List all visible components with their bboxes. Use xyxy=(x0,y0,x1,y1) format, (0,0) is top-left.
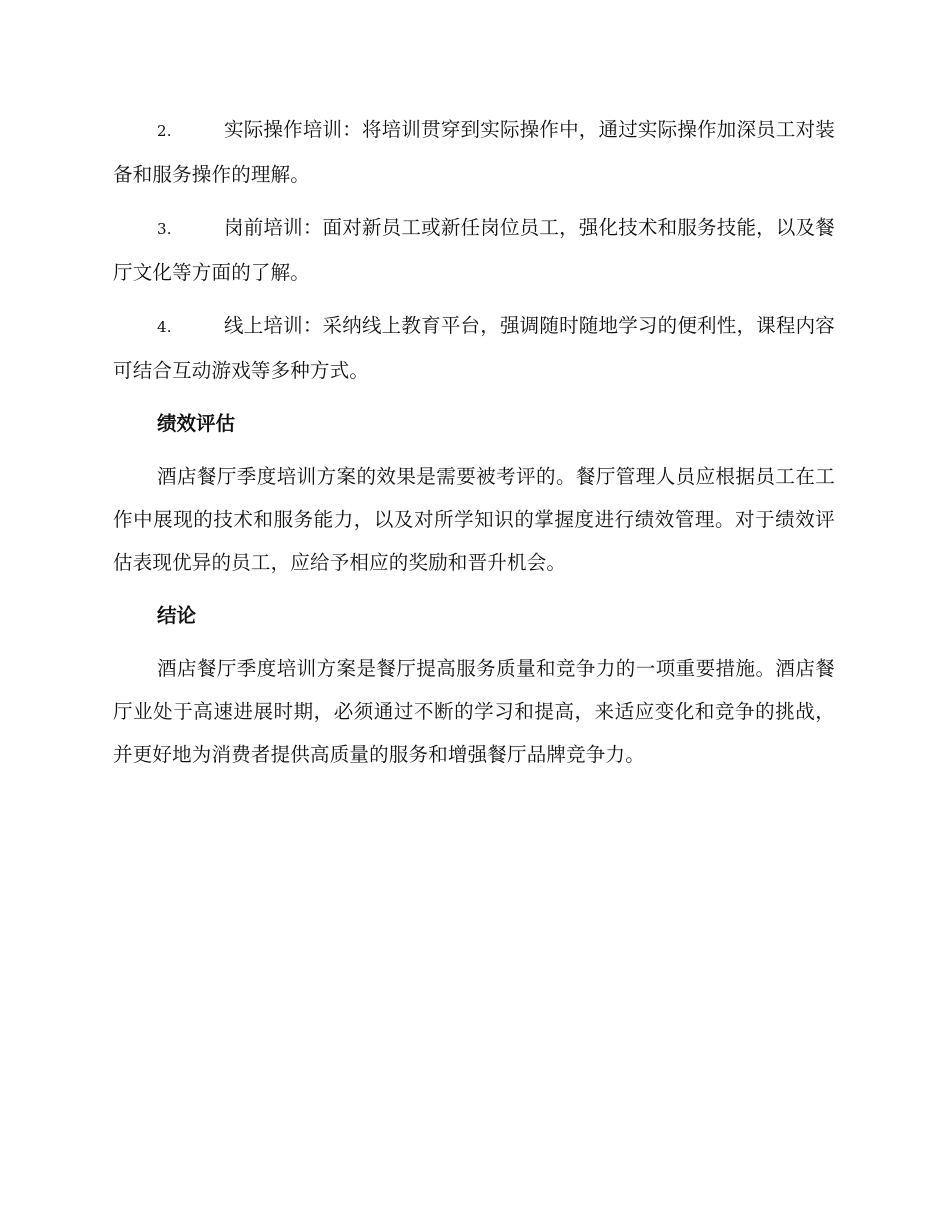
list-item xyxy=(113,206,835,294)
list-item-text: 线上培训：采纳线上教育平台，强调随时随地学习的便利性，课程内容可结合互动游戏等多种方式。 xyxy=(113,314,835,382)
section-paragraph-conclusion: 酒店餐厅季度培训方案是餐厅提高服务质量和竞争力的一项重要措施。酒店餐厅业处于高速进展时期，必须通过不断的学习和提高，来适应变化和竞争的挑战，并更好地为消费者提供高质量的服务和增强餐厅品牌竞争力。 xyxy=(113,657,835,766)
list-item xyxy=(113,108,835,196)
document-body xyxy=(113,108,835,786)
section-heading-conclusion: 结论 xyxy=(157,604,197,627)
list-item xyxy=(113,304,835,392)
list-item-text: 岗前培训：面对新员工或新任岗位员工，强化技术和服务技能，以及餐厅文化等方面的了解。 xyxy=(113,216,835,284)
list-item-number: 3. xyxy=(157,220,172,238)
section-paragraph-performance: 酒店餐厅季度培训方案的效果是需要被考评的。餐厅管理人员应根据员工在工作中展现的技术和服务能力，以及对所学知识的掌握度进行绩效管理。对于绩效评估表现优异的员工，应给予相应的奖励和晋升机会。 xyxy=(113,465,835,574)
section-heading-performance: 绩效评估 xyxy=(157,412,236,435)
list-item-text: 实际操作培训：将培训贯穿到实际操作中，通过实际操作加深员工对装备和服务操作的理解。 xyxy=(113,118,835,186)
list-item-number: 4. xyxy=(157,318,172,336)
list-item-number: 2. xyxy=(157,122,172,140)
